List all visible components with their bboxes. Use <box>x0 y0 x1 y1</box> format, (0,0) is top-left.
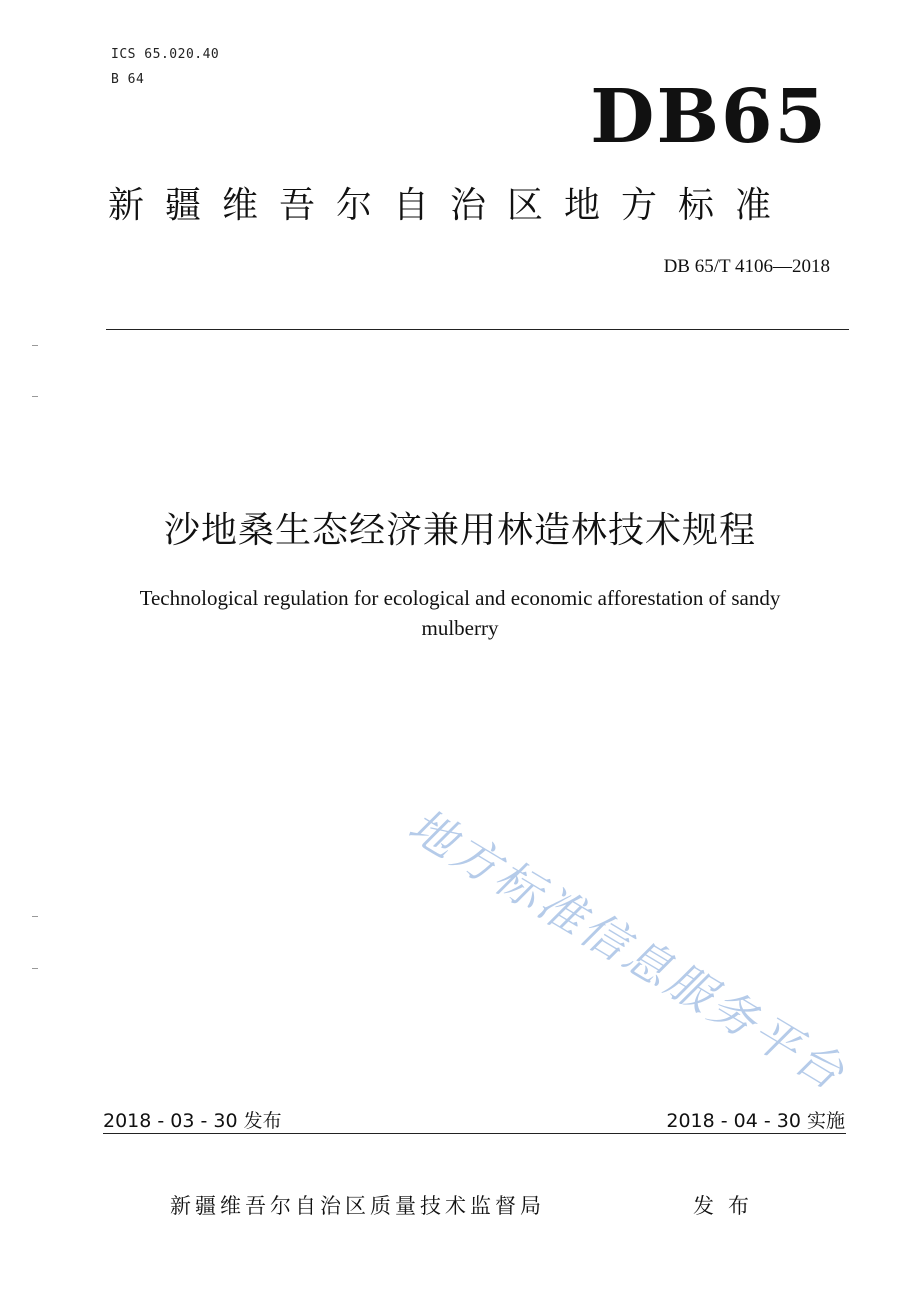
scan-margin-mark <box>32 968 38 969</box>
issuing-authority: 新疆维吾尔自治区质量技术监督局 <box>170 1194 545 1218</box>
scan-margin-mark <box>32 345 38 346</box>
standard-number: DB 65/T 4106—2018 <box>663 256 830 277</box>
implementation-date: 2018 - 04 - 30 实施 <box>666 1110 845 1132</box>
document-title-en <box>110 583 810 643</box>
document-title-en-line1: Technological regulation for ecological and economic afforestation of sandy <box>139 586 781 610</box>
footer-divider <box>103 1133 846 1134</box>
db65-logo: DB65 <box>590 74 828 160</box>
standard-category-title: 新疆维吾尔自治区地方标准 <box>108 185 793 226</box>
issue-date: 2018 - 03 - 30 发布 <box>103 1110 282 1132</box>
document-title-en-line2: mulberry <box>421 616 499 640</box>
ccs-code: B 64 <box>111 72 145 87</box>
ics-code: ICS 65.020.40 <box>111 47 220 62</box>
document-title-cn: 沙地桑生态经济兼用林造林技术规程 <box>163 510 756 551</box>
scan-margin-mark <box>32 396 38 397</box>
scan-margin-mark <box>32 916 38 917</box>
watermark: 地方标准信息服务平台 <box>399 797 856 1102</box>
issue-label: 发布 <box>693 1194 763 1218</box>
header-divider <box>106 329 849 330</box>
